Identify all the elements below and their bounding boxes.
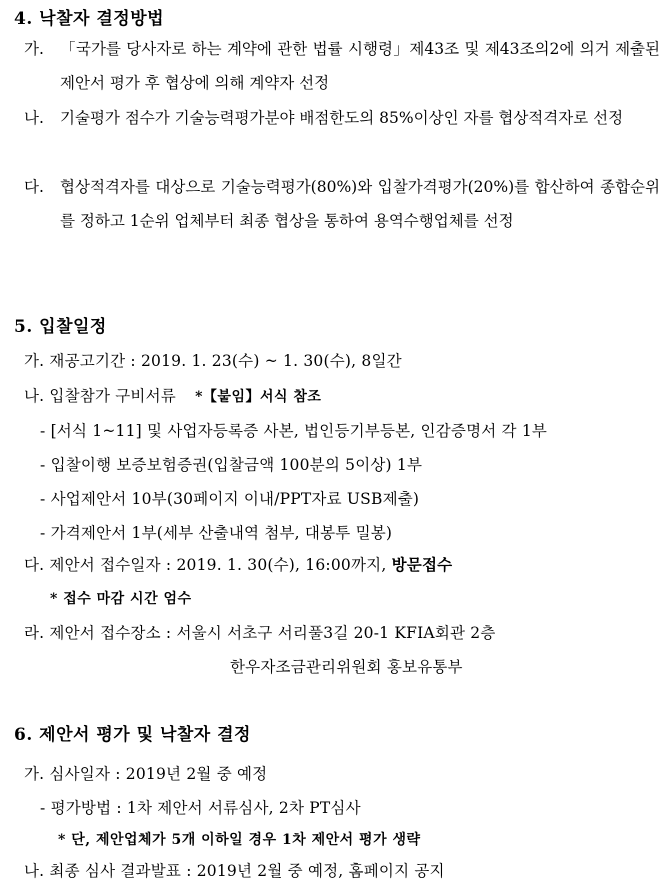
document-item: - 사업제안서 10부(30페이지 이내/PPT자료 USB제출) — [40, 490, 420, 508]
section-4-title: 4. 낙찰자 결정방법 — [14, 9, 165, 29]
submission-date — [24, 553, 452, 575]
final-result-announcement: 나. 최종 심사 결과발표 : 2019년 2월 중 예정, 홈페이지 공지 — [24, 862, 445, 880]
item-text: 「국가를 당사자로 하는 계약에 관한 법률 시행령」제43조 및 제43조의2에 의거 제출된 제안서 평가 후 협상에 의해 계약자 선정 — [60, 40, 660, 92]
submission-date-text: 다. 제안서 접수일자 : 2019. 1. 30(수), 16:00까지, — [24, 556, 387, 574]
submission-place-dept: 한우자조금관리위원회 홍보유통부 — [230, 658, 463, 676]
item-text: 기술평가 점수가 기술능력평가분야 배점한도의 85%이상인 자를 협상적격자로 선정 — [60, 109, 624, 127]
required-documents-label: 나. 입찰참가 구비서류 — [24, 387, 176, 405]
item-marker: 다. — [24, 178, 44, 196]
evaluation-note: * 단, 제안업체가 5개 이하일 경우 1차 제안서 평가 생략 — [58, 832, 421, 848]
section-5-title: 5. 입찰일정 — [14, 317, 107, 337]
visit-submission-label: 방문접수 — [391, 555, 453, 574]
deadline-note: * 접수 마감 시간 엄수 — [50, 591, 192, 607]
document-item: - [서식 1~11] 및 사업자등록증 사본, 법인등기부등본, 인감증명서 각 1부 — [40, 422, 548, 440]
review-date: 가. 심사일자 : 2019년 2월 중 예정 — [24, 765, 268, 783]
item-marker: 가. — [24, 40, 44, 58]
item-text: 협상적격자를 대상으로 기술능력평가(80%)와 입찰가격평가(20%)를 합산하여 종합순위를 정하고 1순위 업체부터 최종 협상을 통하여 용역수행업체를 선정 — [60, 178, 660, 230]
section-6-title: 6. 제안서 평가 및 낙찰자 결정 — [14, 725, 251, 745]
attachment-note: *【붙임】서식 참조 — [195, 389, 322, 405]
section-4-item-na — [24, 101, 660, 135]
evaluation-method: - 평가방법 : 1차 제안서 서류심사, 2차 PT심사 — [40, 799, 361, 817]
section-4-item-ga — [24, 32, 660, 100]
item-marker: 나. — [24, 109, 44, 127]
submission-place: 라. 제안서 접수장소 : 서울시 서초구 서리풀3길 20-1 KFIA회관 2층 — [24, 624, 496, 642]
schedule-period: 가. 재공고기간 : 2019. 1. 23(수) ~ 1. 30(수), 8일간 — [24, 352, 402, 370]
required-documents-heading — [24, 384, 321, 406]
section-4-item-da — [24, 170, 660, 238]
document-item: - 입찰이행 보증보험증권(입찰금액 100분의 5이상) 1부 — [40, 456, 423, 474]
document-item: - 가격제안서 1부(세부 산출내역 첨부, 대봉투 밀봉) — [40, 524, 393, 542]
